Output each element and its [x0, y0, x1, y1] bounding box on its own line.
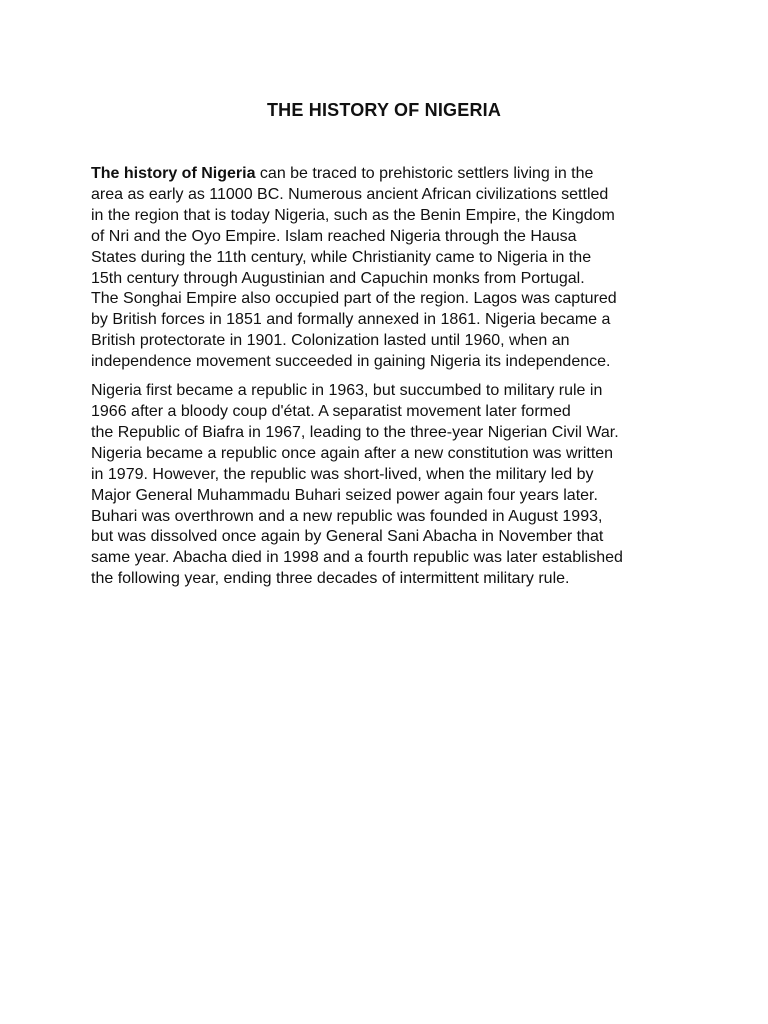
paragraph-line: Buhari was overthrown and a new republic was founded in August 1993,	[91, 507, 603, 525]
paragraph-1	[91, 164, 691, 373]
paragraph-line	[91, 164, 691, 185]
paragraph-line: by British forces in 1851 and formally annexed in 1861. Nigeria became a	[91, 311, 611, 329]
paragraph-line: of Nri and the Oyo Empire. Islam reached Nigeria through the Hausa	[91, 227, 577, 245]
paragraph-line: Nigeria first became a republic in 1963, but succumbed to military rule in	[91, 382, 603, 400]
paragraph-line: independence movement succeeded in gaining Nigeria its independence.	[91, 353, 611, 371]
paragraph-line: The Songhai Empire also occupied part of the region. Lagos was captured	[91, 290, 617, 308]
document-body	[91, 164, 691, 598]
paragraph-line: but was dissolved once again by General Sani Abacha in November that	[91, 528, 604, 546]
paragraph-line: the following year, ending three decades of intermittent military rule.	[91, 570, 570, 588]
lead-phrase: The history of Nigeria	[91, 165, 256, 182]
paragraph-line: Nigeria became a republic once again after a new constitution was written	[91, 444, 614, 462]
paragraph-line: States during the 11th century, while Christianity came to Nigeria in the	[91, 248, 592, 266]
paragraph-line: in 1979. However, the republic was short-lived, when the military led by	[91, 465, 594, 483]
paragraph-2	[91, 381, 691, 590]
paragraph-line: 15th century through Augustinian and Capuchin monks from Portugal.	[91, 269, 585, 287]
paragraph-line: 1966 after a bloody coup d'état. A separatist movement later formed	[91, 402, 571, 420]
paragraph-line: same year. Abacha died in 1998 and a fourth republic was later established	[91, 549, 623, 567]
first-line-rest: can be traced to prehistoric settlers living in the	[255, 165, 594, 182]
paragraph-line: area as early as 11000 BC. Numerous ancient African civilizations settled	[91, 185, 609, 203]
paragraph-line: British protectorate in 1901. Colonization lasted until 1960, when an	[91, 332, 570, 350]
paragraph-line: the Republic of Biafra in 1967, leading to the three-year Nigerian Civil War.	[91, 423, 619, 441]
page-title: THE HISTORY OF NIGERIA	[266, 100, 502, 120]
paragraph-line: in the region that is today Nigeria, such as the Benin Empire, the Kingdom	[91, 206, 615, 224]
paragraph-line: Major General Muhammadu Buhari seized power again four years later.	[91, 486, 598, 504]
